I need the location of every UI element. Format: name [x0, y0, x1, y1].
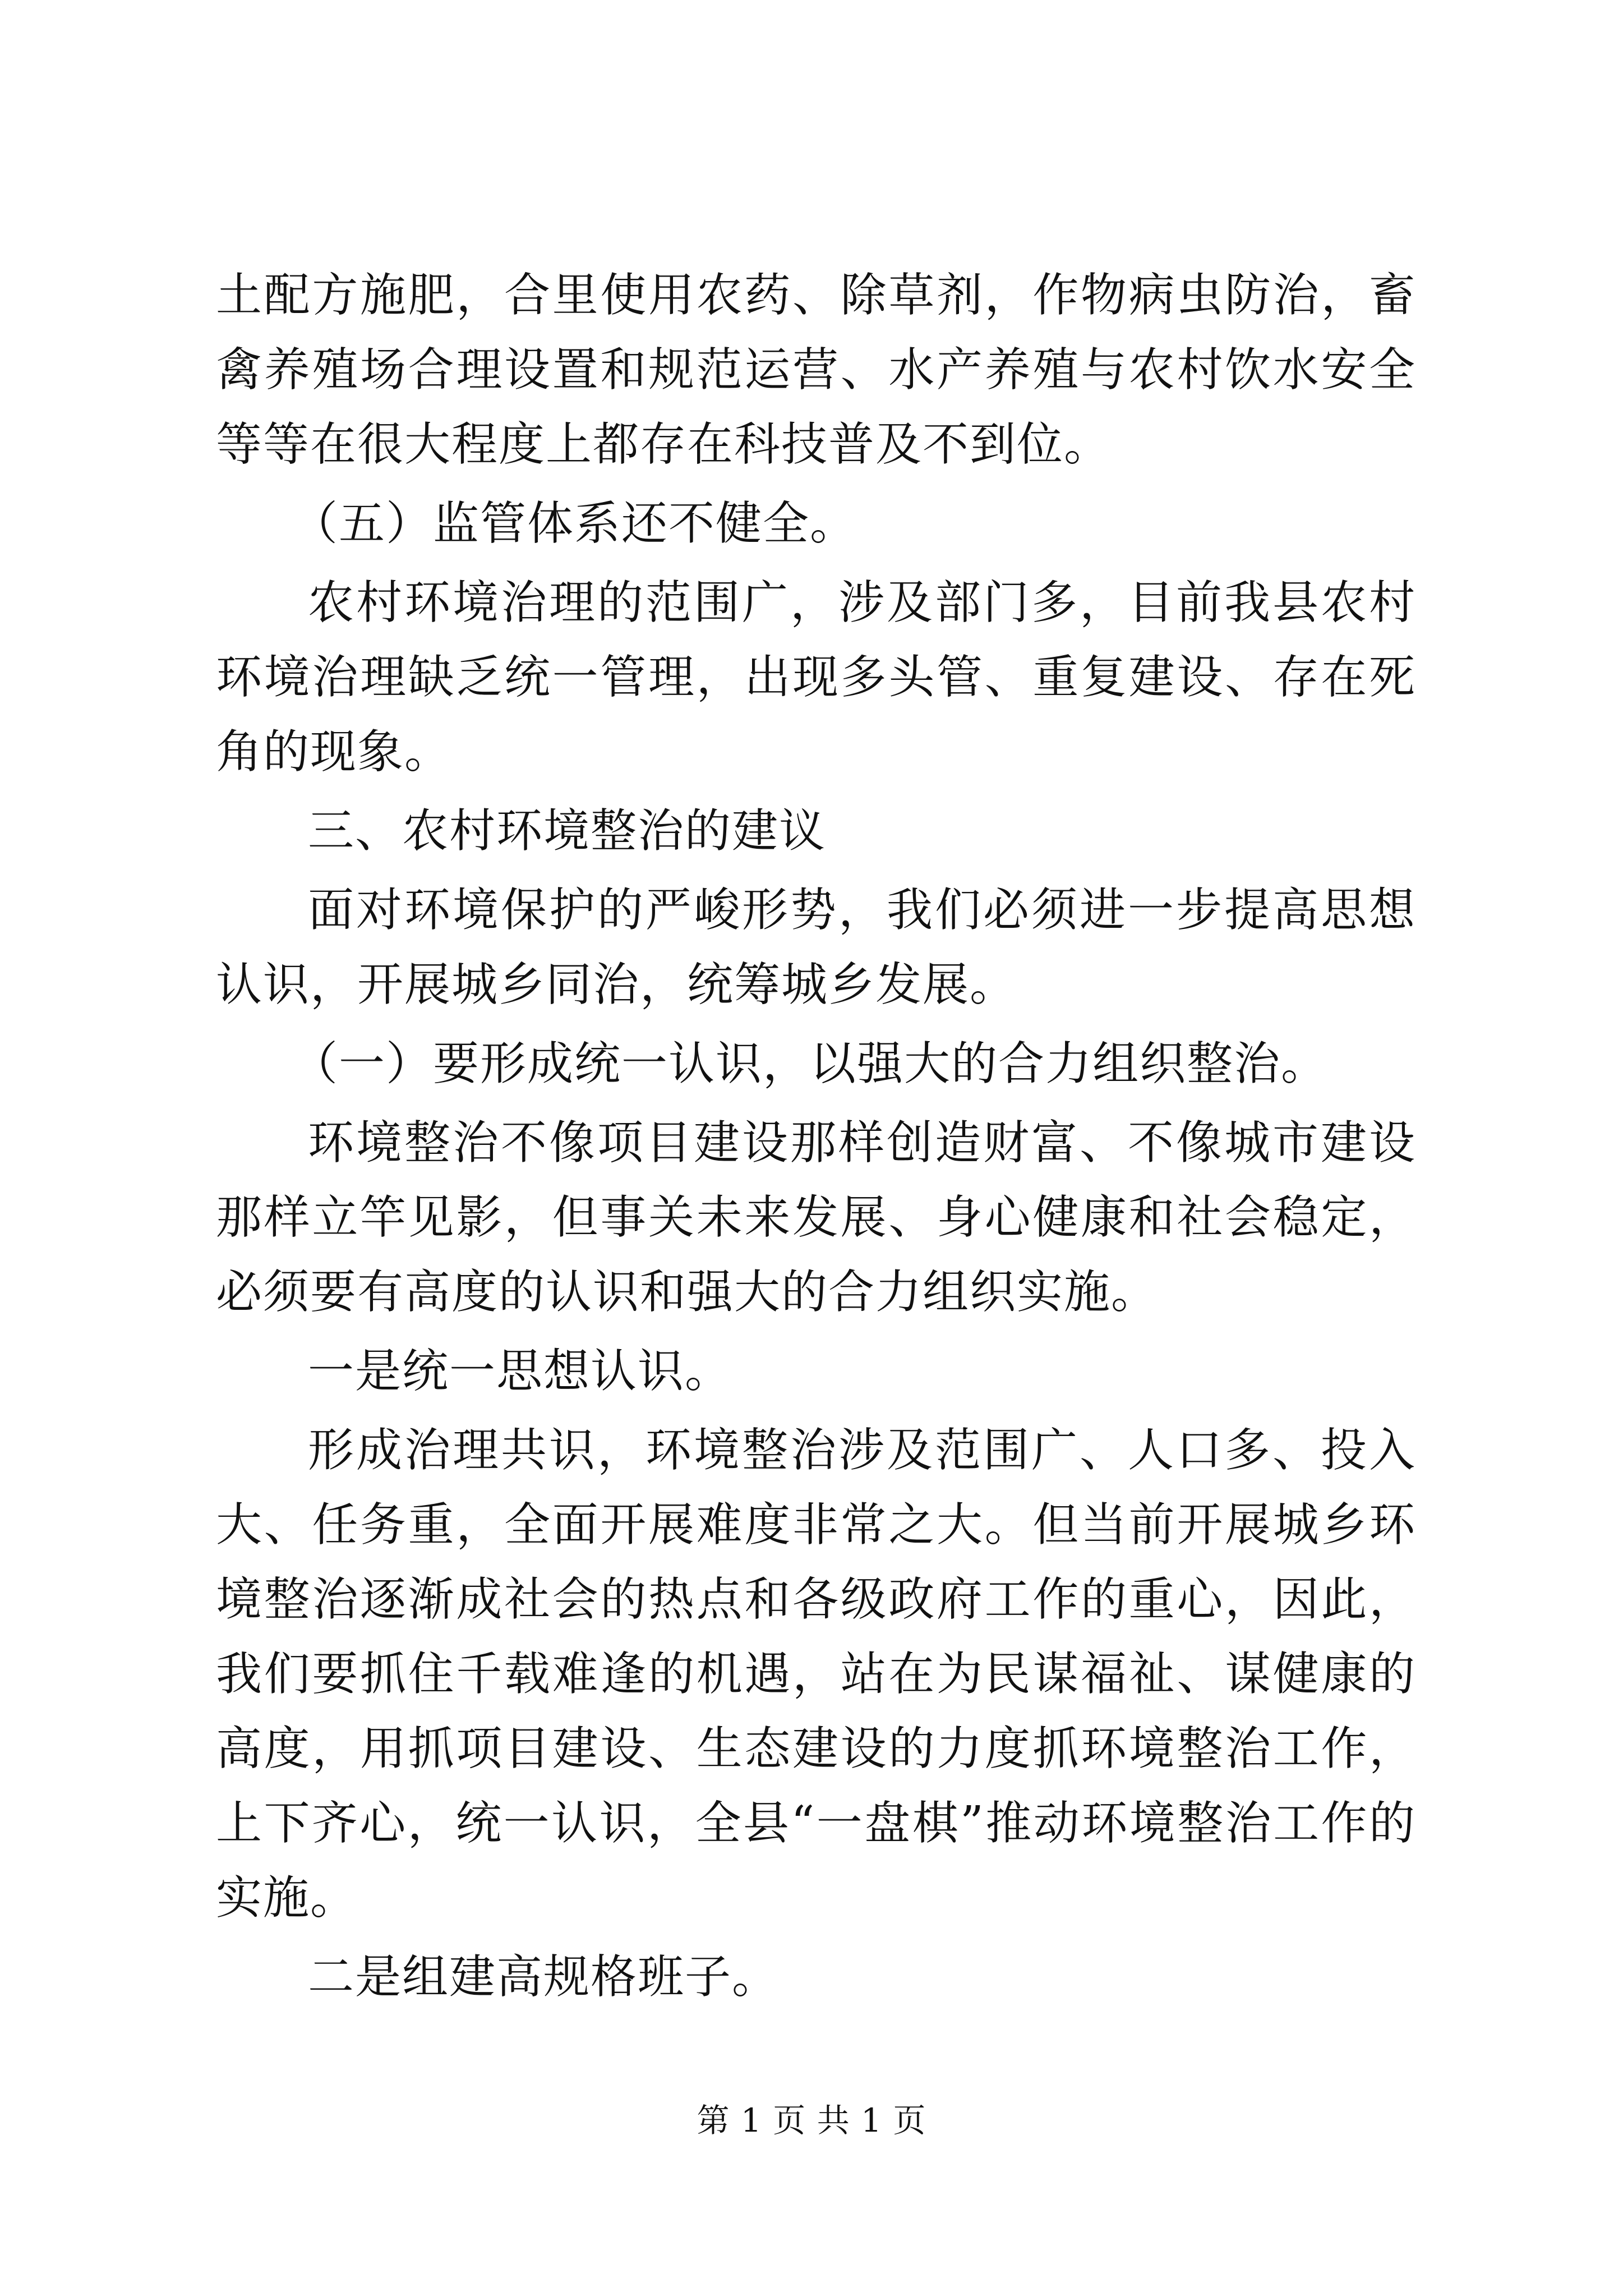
paragraph-continuation: 土配方施肥，合里使用农药、除草剂，作物病虫防治，畜禽养殖场合理设置和规范运营、水产养殖与农村饮水安全等等在很大程度上都存在科技普及不到位。	[216, 269, 1416, 471]
paragraph-unified-force: 环境整治不像项目建设那样创造财富、不像城市建设那样立竿见影，但事关未来发展、身心健康和社会稳定，必须要有高度的认识和强大的合力组织实施。	[216, 1116, 1416, 1319]
paragraph-consensus: 形成治理共识，环境整治涉及范围广、人口多、投入大、任务重，全面开展难度非常之大。但当前开展城乡环境整治逐渐成社会的热点和各级政府工作的重心，因此，我们要抓住千载难逢的机遇，站在为民谋福祉、谋健康的高度，用抓项目建设、生态建设的力度抓环境整治工作，上下齐心，统一认识，全县“一盘棋”推动环境整治工作的实施。	[216, 1424, 1416, 1925]
paragraph-intro-suggestions: 面对环境保护的严峻形势，我们必须进一步提高思想认识，开展城乡同治，统筹城乡发展。	[216, 884, 1416, 1011]
subheading-unify-thinking: 一是统一思想认识。	[308, 1345, 732, 1398]
paragraph-supervision: 农村环境治理的范围广，涉及部门多，目前我县农村环境治理缺乏统一管理，出现多头管、重复建设、存在死角的现象。	[216, 576, 1416, 779]
section-heading-three: 三、农村环境整治的建议	[308, 804, 827, 858]
section-heading-one: （一）要形成统一认识，以强大的合力组织整治。	[292, 1037, 1329, 1091]
section-heading-five: （五）监管体系还不健全。	[292, 497, 857, 550]
document-body	[216, 258, 1416, 2019]
subheading-high-level-team: 二是组建高规格班子。	[308, 1950, 780, 2004]
page-number-footer: 第 1 页 共 1 页	[697, 2101, 926, 2139]
